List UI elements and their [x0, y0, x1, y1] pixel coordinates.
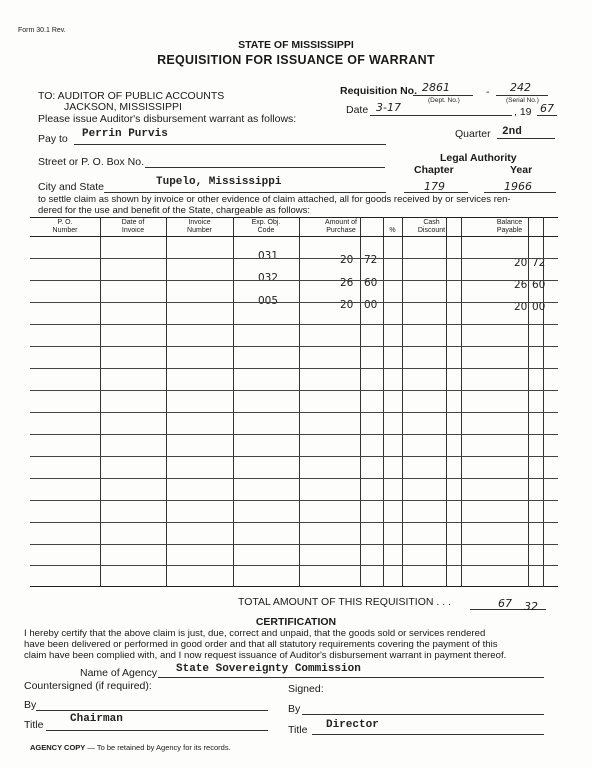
serial-no-caption: (Serial No.) — [506, 97, 539, 104]
requisition-dash: - — [486, 86, 490, 98]
table-rule — [30, 390, 558, 391]
title-left-line — [46, 730, 268, 731]
row-2-amount-cents: 60 — [364, 277, 378, 289]
certification-line-1: I hereby certify that the above claim is just, due, correct and unpaid, that the goods sold or services rendered — [24, 628, 486, 639]
pay-to-label: Pay to — [38, 133, 68, 145]
city-value: Tupelo, Mississippi — [156, 176, 282, 188]
table-rule — [30, 280, 558, 281]
year-line — [537, 115, 557, 116]
legal-authority-title: Legal Authority — [440, 152, 517, 164]
city-line — [104, 192, 386, 193]
row-3-amount-dollars: 20 — [340, 299, 354, 311]
quarter-label: Quarter — [455, 128, 491, 140]
dept-no-value: 2861 — [422, 81, 450, 94]
header-balance-payable: Balance Payable — [496, 219, 523, 234]
form-number: Form 30.1 Rev. — [18, 27, 66, 34]
agency-label: Name of Agency — [80, 667, 158, 679]
table-rule — [30, 522, 558, 523]
chapter-value: 179 — [424, 180, 445, 193]
certification-title: CERTIFICATION — [255, 616, 337, 628]
row-3-amount-cents: 00 — [364, 299, 378, 311]
city-label: City and State — [38, 181, 104, 193]
table-rule — [30, 302, 558, 303]
claims-table — [30, 217, 558, 587]
form-title: REQUISITION FOR ISSUANCE OF WARRANT — [157, 53, 435, 67]
countersigned-label: Countersigned (if required): — [24, 680, 152, 692]
table-rule — [30, 544, 558, 545]
header-percent: % — [389, 227, 396, 234]
title-left-value: Chairman — [70, 713, 123, 725]
header-date-of-invoice: Date of Invoice — [121, 219, 145, 234]
header-cash-discount: Cash Discount — [417, 219, 446, 234]
title-right-line — [312, 734, 544, 735]
pay-to-value: Perrin Purvis — [82, 128, 168, 140]
row-2-balance-cents: 60 — [532, 279, 546, 291]
to-line-1: TO: AUDITOR OF PUBLIC ACCOUNTS — [38, 90, 225, 102]
row-1-balance-dollars: 20 — [514, 257, 528, 269]
title-right-value: Director — [326, 719, 379, 731]
table-rule — [30, 258, 558, 259]
instruction-text: Please issue Auditor's disbursement warrant as follows: — [38, 113, 297, 125]
table-rule — [30, 500, 558, 501]
total-cents: 32 — [524, 600, 538, 613]
quarter-value: 2nd — [502, 126, 522, 138]
date-line — [370, 115, 512, 116]
agency-value: State Sovereignty Commission — [176, 663, 361, 675]
street-line — [145, 167, 385, 168]
row-1-balance-cents: 72 — [532, 257, 546, 269]
street-label: Street or P. O. Box No. — [38, 156, 145, 168]
certification-line-3: claim have been complied with, and I now request issuance of Auditor's disbursement warrant in payment thereof. — [24, 650, 507, 661]
row-2-code: 032 — [258, 272, 279, 284]
row-1-code: 031 — [258, 250, 279, 262]
serial-no-value: 242 — [510, 81, 531, 94]
settle-text-1: to settle claim as shown by invoice or other evidence of claim attached, all for goods received by or services ren- — [38, 194, 511, 205]
table-rule — [30, 456, 558, 457]
requisition-label: Requisition No. — [340, 85, 417, 97]
table-rule — [30, 324, 558, 325]
row-3-code: 005 — [258, 295, 279, 307]
table-rule — [30, 368, 558, 369]
table-rule — [30, 434, 558, 435]
header-amount-of-purchase: Amount of Purchase — [325, 219, 357, 234]
date-value: 3-17 — [376, 101, 401, 114]
table-rule — [30, 236, 558, 237]
table-rule — [30, 346, 558, 347]
by-left-line — [36, 710, 268, 711]
pay-to-line — [74, 144, 386, 145]
table-rule — [30, 565, 558, 566]
dept-no-line — [413, 95, 473, 96]
table-rule — [30, 478, 558, 479]
legal-year-value: 1966 — [504, 180, 532, 193]
quarter-line — [497, 138, 555, 139]
footer-note: AGENCY COPY — To be retained by Agency for its records. — [30, 743, 231, 752]
by-right-line — [302, 714, 544, 715]
header-po-number: P. O. Number — [52, 219, 78, 234]
to-line-2: JACKSON, MISSISSIPPI — [64, 101, 182, 113]
agency-line — [158, 677, 544, 678]
signed-label: Signed: — [288, 683, 324, 695]
state-heading: STATE OF MISSISSIPPI — [238, 39, 354, 51]
dept-no-caption: (Dept. No.) — [428, 97, 460, 104]
row-1-amount-dollars: 20 — [340, 254, 354, 266]
row-2-amount-dollars: 26 — [340, 277, 354, 289]
certification-line-2: have been delivered or performed in good order and that all statutory requirements covering the payment of this — [24, 639, 498, 650]
row-2-balance-dollars: 26 — [514, 279, 528, 291]
by-right-label: By — [288, 703, 301, 715]
title-right-label: Title — [288, 724, 308, 736]
row-3-balance-dollars: 20 — [514, 301, 528, 313]
serial-no-line — [496, 95, 548, 96]
table-rule — [30, 412, 558, 413]
header-exp-obj-code: Exp. Obj. Code — [251, 219, 281, 234]
year-prefix: , 19 — [514, 106, 532, 118]
row-3-balance-cents: 00 — [532, 301, 546, 313]
date-label: Date — [346, 104, 369, 116]
total-label: TOTAL AMOUNT OF THIS REQUISITION . . . — [238, 596, 451, 608]
title-left-label: Title — [24, 719, 44, 731]
chapter-label: Chapter — [414, 164, 454, 176]
settle-text-2: dered for the use and benefit of the State, chargeable as follows: — [38, 205, 310, 216]
year-value: 67 — [540, 102, 554, 115]
total-dollars: 67 — [498, 597, 512, 610]
year-label: Year — [510, 164, 533, 176]
by-left-label: By — [24, 699, 37, 711]
header-invoice-number: Invoice Number — [187, 219, 212, 234]
row-1-amount-cents: 72 — [364, 254, 378, 266]
